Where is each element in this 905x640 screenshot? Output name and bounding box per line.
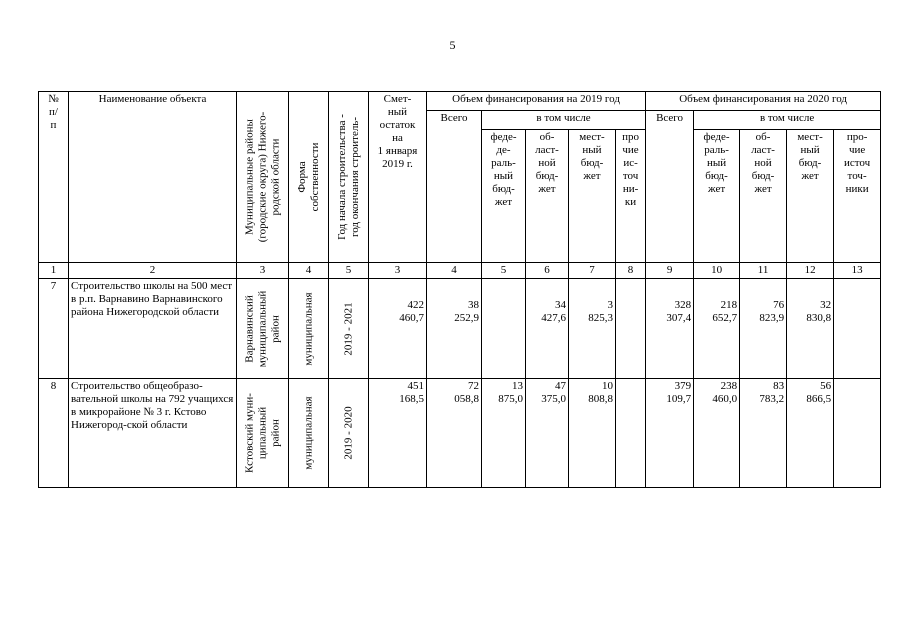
row-regional-2020: 76 823,9 xyxy=(740,279,787,379)
column-number: 11 xyxy=(740,263,787,279)
row-other-2019 xyxy=(616,379,646,488)
row-ownership xyxy=(289,279,329,379)
column-number: 13 xyxy=(834,263,881,279)
header-funding-2020: Объем финансирования на 2020 год xyxy=(646,92,881,111)
column-number: 8 xyxy=(616,263,646,279)
row-name: Строительство общеобразо-вательной школы на 792 учащихся в микрорайоне № 3 г. Кстово Нижегород-ской области xyxy=(69,379,237,488)
header-total-2019: Всего xyxy=(427,111,482,263)
row-num: 7 xyxy=(39,279,69,379)
column-number: 3 xyxy=(237,263,289,279)
row-other-2020 xyxy=(834,379,881,488)
column-number: 10 xyxy=(694,263,740,279)
header-including-2019: в том числе xyxy=(482,111,646,130)
column-number: 7 xyxy=(569,263,616,279)
row-ownership xyxy=(289,379,329,488)
row-ownership-text: муниципальная xyxy=(302,291,314,366)
column-number: 4 xyxy=(427,263,482,279)
row-district-text: Варнавинский муниципальный район xyxy=(243,290,281,367)
row-local-2019: 3 825,3 xyxy=(569,279,616,379)
column-number: 4 xyxy=(289,263,329,279)
row-district xyxy=(237,279,289,379)
header-federal-2019: феде- де- раль- ный бюд- жет xyxy=(482,130,526,263)
row-regional-2019: 34 427,6 xyxy=(526,279,569,379)
page-number: 5 xyxy=(449,38,456,52)
row-other-2019 xyxy=(616,279,646,379)
row-years xyxy=(329,379,369,488)
column-number: 6 xyxy=(526,263,569,279)
row-total-2020: 328 307,4 xyxy=(646,279,694,379)
column-number: 5 xyxy=(329,263,369,279)
row-federal-2020: 218 652,7 xyxy=(694,279,740,379)
row-years-text: 2019 - 2021 xyxy=(342,301,354,356)
header-total-2020: Всего xyxy=(646,111,694,263)
header-district xyxy=(237,92,289,263)
header-other-2020: про- чие источ точ- ники xyxy=(834,130,881,263)
header-federal-2020: феде- раль- ный бюд- жет xyxy=(694,130,740,263)
column-number: 1 xyxy=(39,263,69,279)
row-other-2020 xyxy=(834,279,881,379)
column-number: 9 xyxy=(646,263,694,279)
header-ownership xyxy=(289,92,329,263)
row-district xyxy=(237,379,289,488)
header-years xyxy=(329,92,369,263)
column-number: 5 xyxy=(482,263,526,279)
header-years-text: Год начала строительства - год окончания строитель- xyxy=(335,114,361,240)
row-regional-2019: 47 375,0 xyxy=(526,379,569,488)
table-row xyxy=(39,279,881,379)
row-years xyxy=(329,279,369,379)
row-num: 8 xyxy=(39,379,69,488)
row-local-2020: 56 866,5 xyxy=(787,379,834,488)
row-district-text: Кстовский муни- ципальный район xyxy=(243,393,281,473)
header-including-2020: в том числе xyxy=(694,111,881,130)
row-remainder: 422 460,7 xyxy=(369,279,427,379)
column-number-row xyxy=(39,263,881,279)
row-federal-2020: 238 460,0 xyxy=(694,379,740,488)
row-name: Строительство школы на 500 мест в р.п. Варнавино Варнавинского района Нижегородской области xyxy=(69,279,237,379)
row-years-text: 2019 - 2020 xyxy=(342,406,354,460)
header-local-2019: мест- ный бюд- жет xyxy=(569,130,616,263)
header-remainder: Смет- ный остаток на 1 января 2019 г. xyxy=(369,92,427,263)
row-remainder: 451 168,5 xyxy=(369,379,427,488)
header-ownership-text: Форма собственности xyxy=(295,142,321,212)
header-regional-2020: об- ласт- ной бюд- жет xyxy=(740,130,787,263)
column-number: 12 xyxy=(787,263,834,279)
row-regional-2020: 83 783,2 xyxy=(740,379,787,488)
row-total-2019: 72 058,8 xyxy=(427,379,482,488)
header-row-1 xyxy=(39,92,881,111)
row-total-2019: 38 252,9 xyxy=(427,279,482,379)
header-other-2019: про чие ис- точ ни- ки xyxy=(616,130,646,263)
financing-table xyxy=(38,91,881,488)
row-federal-2019 xyxy=(482,279,526,379)
header-name: Наименование объекта xyxy=(69,92,237,263)
header-num: № п/ п xyxy=(39,92,69,263)
header-district-text: Муниципальные районы (городские округа) Нижего- родской области xyxy=(243,111,281,243)
header-funding-2019: Объем финансирования на 2019 год xyxy=(427,92,646,111)
row-local-2020: 32 830,8 xyxy=(787,279,834,379)
table-row xyxy=(39,379,881,488)
row-total-2020: 379 109,7 xyxy=(646,379,694,488)
header-local-2020: мест- ный бюд- жет xyxy=(787,130,834,263)
column-number: 2 xyxy=(69,263,237,279)
column-number: 3 xyxy=(369,263,427,279)
row-local-2019: 10 808,8 xyxy=(569,379,616,488)
header-regional-2019: об- ласт- ной бюд- жет xyxy=(526,130,569,263)
row-ownership-text: муниципальная xyxy=(302,396,314,470)
row-federal-2019: 13 875,0 xyxy=(482,379,526,488)
